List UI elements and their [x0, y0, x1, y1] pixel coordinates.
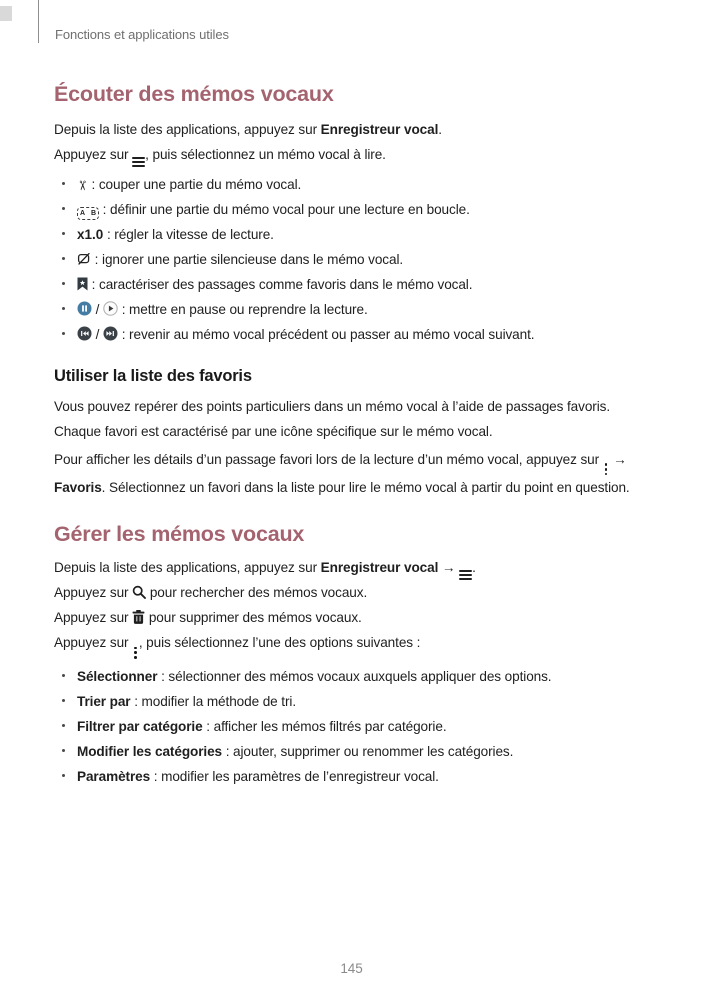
list-item — [54, 714, 651, 739]
option-label: Modifier les catégories — [77, 743, 223, 759]
bullet-text: : régler la vitesse de lecture. — [103, 227, 274, 242]
section-title-listen: Écouter des mémos vocaux — [54, 82, 334, 106]
play-speed-label: x1.0 — [77, 227, 104, 242]
bullet-text: : afficher les mémos filtrés par catégorie. — [202, 718, 447, 734]
page-content — [54, 70, 651, 789]
bullet-text: : revenir au mémo vocal précédent ou passer au mémo vocal suivant. — [118, 327, 535, 342]
bullet-dot — [62, 774, 65, 777]
section-title-manage: Gérer les mémos vocaux — [54, 522, 305, 547]
listen-bullet-list — [54, 172, 651, 347]
bullet-text: : mettre en pause ou reprendre la lecture. — [118, 302, 368, 317]
paragraph — [54, 605, 651, 630]
list-item — [54, 247, 651, 272]
breadcrumb: Fonctions et applications utiles — [55, 27, 229, 42]
paragraph — [54, 630, 651, 658]
list-item — [54, 222, 651, 247]
header-rule — [38, 0, 39, 43]
skip-silence-icon — [77, 252, 91, 266]
menu-option-bold: Favoris — [54, 480, 102, 496]
list-item — [54, 297, 651, 322]
corner-decoration — [0, 6, 12, 21]
next-icon — [103, 326, 118, 341]
list-item — [54, 764, 651, 789]
text-run: Pour afficher les détails d’un passage favori lors de la lecture d’un mémo vocal, appuyez sur — [54, 452, 603, 467]
app-name-bold: Enregistreur vocal — [320, 122, 439, 137]
bullet-dot — [62, 307, 65, 310]
paragraph — [54, 447, 651, 500]
text-run: , puis sélectionnez un mémo vocal à lire. — [145, 147, 386, 162]
more-options-icon — [134, 647, 137, 659]
text-run: . Sélectionnez un favori dans la liste pour lire le mémo vocal à partir du point en question. — [101, 480, 630, 496]
ab-repeat-icon — [77, 207, 99, 220]
bullet-dot — [62, 182, 65, 185]
arrow-glyph: → — [438, 560, 460, 576]
search-icon — [132, 585, 146, 599]
bullet-dot — [62, 749, 65, 752]
text-run: Appuyez sur — [54, 147, 133, 162]
list-item — [54, 322, 651, 347]
list-item — [54, 197, 651, 222]
pause-icon — [77, 301, 92, 316]
text-run: , puis sélectionnez l’une des options suivantes : — [138, 635, 421, 651]
app-name-bold: Enregistreur vocal — [320, 560, 439, 576]
bullet-dot — [62, 332, 65, 335]
play-icon — [103, 301, 118, 316]
list-menu-icon — [132, 157, 145, 167]
bullet-text: : définir une partie du mémo vocal pour une lecture en boucle. — [99, 202, 470, 217]
bullet-dot — [62, 699, 65, 702]
text-run: pour supprimer des mémos vocaux. — [145, 610, 362, 626]
paragraph: Vous pouvez repérer des points particuliers dans un mémo vocal à l’aide de passages favoris. Chaque favori est caractérisé par une icône spécifique sur le mémo vocal. — [54, 399, 611, 439]
option-label: Paramètres — [77, 768, 151, 784]
list-item — [54, 172, 651, 197]
paragraph — [54, 580, 651, 605]
bullet-dot — [62, 257, 65, 260]
bullet-dot — [62, 674, 65, 677]
scissors-icon: ✂ — [74, 180, 90, 191]
bullet-text: : couper une partie du mémo vocal. — [87, 177, 302, 192]
manage-bullet-list — [54, 664, 651, 789]
text-run: Depuis la liste des applications, appuyez sur — [54, 560, 321, 576]
list-item — [54, 272, 651, 297]
previous-icon — [77, 326, 92, 341]
ab-letter-b: B — [91, 210, 96, 217]
bullet-text: : sélectionner des mémos vocaux auxquels appliquer des options. — [157, 668, 552, 684]
list-menu-icon — [459, 570, 472, 580]
text-run: Appuyez sur — [54, 585, 133, 601]
bullet-dot — [62, 282, 65, 285]
bullet-text: : ajouter, supprimer ou renommer les catégories. — [222, 743, 514, 759]
paragraph — [54, 117, 651, 142]
slash-separator: / — [92, 327, 104, 342]
text-run: Appuyez sur — [54, 635, 133, 651]
bullet-dot — [62, 207, 65, 210]
text-run: . — [472, 560, 476, 576]
list-item — [54, 689, 651, 714]
option-label: Filtrer par catégorie — [77, 718, 203, 734]
bullet-text: : ignorer une partie silencieuse dans le mémo vocal. — [91, 252, 404, 267]
bullet-dot — [62, 724, 65, 727]
text-run: Depuis la liste des applications, appuyez sur — [54, 122, 321, 137]
paragraph — [54, 142, 651, 167]
paragraph — [54, 555, 651, 580]
list-item — [54, 664, 651, 689]
bookmark-icon — [77, 277, 88, 291]
bullet-text: : modifier la méthode de tri. — [130, 693, 297, 709]
text-run: Appuyez sur — [54, 610, 133, 626]
ab-letter-a: A — [80, 210, 85, 217]
option-label: Sélectionner — [77, 668, 158, 684]
arrow-glyph: → — [609, 452, 627, 467]
page-number: 145 — [340, 961, 363, 976]
bullet-dot — [62, 232, 65, 235]
bullet-text: : modifier les paramètres de l’enregistreur vocal. — [150, 768, 439, 784]
option-label: Trier par — [77, 693, 131, 709]
text-run: . — [438, 122, 442, 137]
slash-separator: / — [92, 302, 104, 317]
bullet-text: : caractériser des passages comme favoris dans le mémo vocal. — [88, 277, 473, 292]
trash-icon — [132, 610, 145, 624]
list-item — [54, 739, 651, 764]
subsection-title-favorites: Utiliser la liste des favoris — [54, 367, 252, 385]
more-options-icon — [605, 463, 608, 475]
text-run: pour rechercher des mémos vocaux. — [146, 585, 368, 601]
